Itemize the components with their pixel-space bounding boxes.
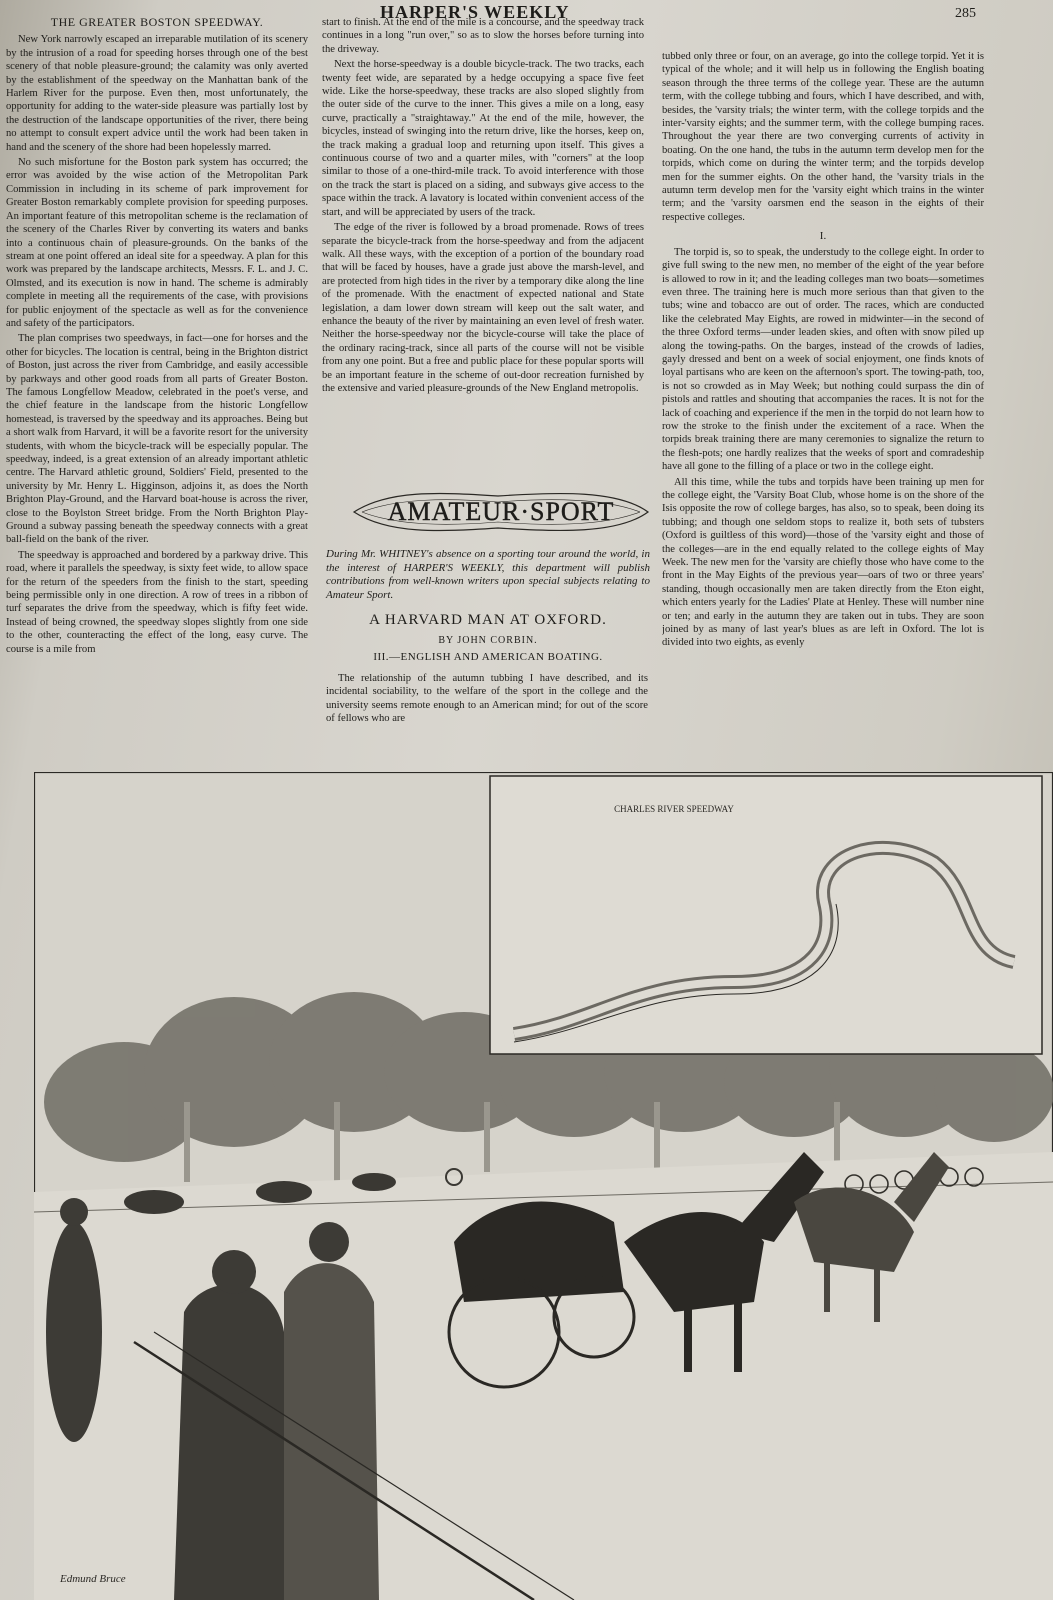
inset-map [490, 776, 1042, 1054]
paragraph: Next the horse-speedway is a double bicycle-track. The two tracks, each twenty feet wide, are separated by a hedge occupying a space five feet wide. Like the horse-speedway, these tracks are also sloped slightly from the outer side of the curve to the inner. This gives a mile on a long, easy curve, practically a "straightaway." At the end of the mile, however, the bicycles, instead of swinging into the return drive, like the horses, keep on, the track making a gradual loop and returning upon itself. This gives a continuous course of two and a quarter miles, with "corners" at the loop similar to those of a one-third-mile track. To avoid interference with those on the track the start is placed on a siding, and subways give access to the space within the track. A lavatory is located within convenient access of the start, and will be appreciated by users of the track. [322, 59, 644, 218]
paragraph: The speedway is approached and bordered by a parkway drive. This road, where it parallels the speedway, is sixty feet wide, to allow space for the return of the speeders from the finish to the start, speeding being permissible only in one direction. A row of trees in a ribbon of turf separates the drive from the speedway, which is fifty feet wide. Instead of being crowned, the speedway slopes slightly from one side to the other, counteracting the effect of the long, easy curve. The course is a mile from [6, 549, 308, 655]
byline: BY JOHN CORBIN. [438, 635, 538, 646]
paragraph: The edge of the river is followed by a broad promenade. Rows of trees separate the bicycle-track from the horse-speedway and from the adjacent walk. All these ways, with the exception of a portion of the boundary road that will be faced by houses, have a grade just above the marsh-level, and are protected from high tides in the river by a temporary dike along the line of the promenade. With the enactment of expected national and State legislation, a dam lower down stream will keep out the salt water, and enhance the beauty of the river by maintaining an even level of fresh water. Neither the horse-speedway nor the bicycle-course will take the place of the ordinary racing-track, since all parts of the course will not be visible from any one point. But a free and public place for these popular sports will be an important feature in the scheme of out-door recreation furnished by the extensive and varied pleasure-grounds of the New England metropolis. [322, 222, 644, 394]
paragraph: The plan comprises two speedways, in fact—one for horses and the other for bicycles. The location is central, being in the Brighton district of Boston, just across the river from Cambridge, and easily accessible by parkways and other good roads from all parts of Greater Boston. The famous Longfellow Meadow, celebrated in the poet's verse, and the chief feature in the landscape from the historic Longfellow homestead, is traversed by the speedway and its approaches. Being but a short walk from Harvard, it will be a favorite resort for the university students, with whom the bicycle-track will be especially popular. The speedway, indeed, is a great extension of an already important athletic centre. The Harvard athletic ground, Soldiers' Field, presented to the university by Mr. Henry L. Higginson, adjoins it, as does the North Brighton Play-Ground, and the Harvard boat-house is across the river, close to the Boylston Street bridge. From the North Brighton Play-Ground a subway passing beneath the speedway connects with a great ball-field on the bank of the river. [6, 333, 308, 546]
masthead-title: HARPER'S WEEKLY [380, 2, 570, 22]
paragraph: All this time, while the tubs and torpids have been training up men for the college eight, the 'Varsity Boat Club, whose home is on the shore of the Isis opposite the row of college barges, has also, so to speak, been doing its tubbing; and though one seldom stops to realize it, both sets of tubsters (Oxford is guiltless of this word)—those of the 'varsity eight and those of the colleges—are in the end equally related to the college eights of May Week. The new men for the 'varsity are chiefly those who have come to the front in the May Eights of the previous year—oars of two or three years' standing, though occasionally men are taken directly from the Eton eight, which enters yearly for the Ladies' Plate at Henley. These will number nine or ten; and early in the autumn they are taken out in tubs. They are soon joined by as many of last year's blues as are left in Oxford. The lot is divided into two eights, as evenly [662, 476, 984, 649]
paragraph: start to finish. At the end of the mile is a concourse, and the speedway track continues in a long "run over," so as to slow the horses before turning into the driveway. [322, 17, 644, 55]
article-title-speedway: THE GREATER BOSTON SPEEDWAY. [50, 16, 264, 29]
paragraph: The relationship of the autumn tubbing I have described, and its incidental sociability, to the welfare of the sport in the college and the university seems remote enough to an American mind; for out of the score of fellows who are [326, 673, 648, 725]
article-title-oxford: A HARVARD MAN AT OXFORD. [369, 612, 607, 628]
speedway-illustration [34, 772, 1053, 1600]
paragraph: tubbed only three or four, on an average, go into the college torpid. Yet it is typical of the whole; and it will help us in following the English boating season through the three terms of the college year. These are the autumn term, with the college tubbing and fours, which I have described, and with, besides, the 'varsity trials; the winter term, with the college torpids and the inter-'varsity eights; and the summer term, with the college bumping races. Throughout the year there are two converging currents of activity in boating. On the one hand, the tubs in the autumn term develop men for the torpids, which come on during the winter term; and the torpids develop men for the summer eights. On the other hand, the 'varsity trials in the autumn term develop men for the 'varsity eight which trains in the winter term; and the 'varsity oarsmen end the season in the eights of their respective colleges. [662, 51, 984, 223]
article-subtitle: III.—ENGLISH AND AMERICAN BOATING. [373, 651, 603, 663]
amateur-sport-banner [348, 486, 654, 538]
map-title: CHARLES RIVER SPEEDWAY [614, 804, 734, 814]
column-speedway-article [6, 16, 308, 831]
column-speedway-continued [322, 16, 644, 471]
banner-text: AMATEUR·SPORT [387, 497, 615, 526]
section-numeral: I. [819, 230, 827, 243]
artist-signature: Edmund Bruce [60, 1573, 126, 1585]
paragraph: The torpid is, so to speak, the understudy to the college eight. In order to give full swing to the new men, no member of the eight of the year before is allowed to row in it; and the leading colleges man two boats—sometimes even three. The training here is much more serious than that given to the tubs; wine and tobacco are out of order. The races, which are conducted like the celebrated May Eights, are rowed in midwinter—in the second of the three Oxford terms—under leaden skies, and often with snow piled up along the towing-paths. On the barges, instead of the crowds of ladies, gayly dressed and bent on a week of social enjoyment, one finds knots of loyal partisans who are keen on the afternoon's sport. The towing-path, too, is not so crowded as in May Week; but nothing could surpass the din of pistols and rattles and shouting that accompanies the races. It is not for the lack of coaching and experience if the men in the torpid do not learn how to row the stroke to the finish under the excitement of a race. When the torpids break training there are many ceremonies to signalize the return to the flesh-pots; one hardly realizes that the weeks of sport and comradeship have all gone to the filling of a place or two in the college eight. [662, 246, 984, 473]
department-intro: During Mr. WHITNEY's absence on a sporting tour around the world, in the interest of HARPER'S WEEKLY, this department will publish contributions from well-known writers upon special subjects relating to Amateur Sport. [326, 548, 650, 601]
paragraph: No such misfortune for the Boston park system has occurred; the error was avoided by the wise action of the Metropolitan Park Commission in including in its scheme of park improvement for Greater Boston remarkably complete provision for speeding purposes. An important feature of this metropolitan scheme is the reclamation of the scenery of the Charles River by converting its waters and banks into a continuous chain of pleasure-grounds. On the banks of the stream at one point offered an ideal site for a speedway. A plan for this work was prepared by the landscape architects, Messrs. F. L. and J. C. Olmsted, and its execution is now in hand. The scheme is admirably complete in meeting all the requirements of the case, with provisions for public enjoyment of the spectacle as well as for the convenience and safety of the participators. [6, 157, 308, 329]
column-oxford-article [662, 50, 984, 820]
paragraph: New York narrowly escaped an irreparable mutilation of its scenery by the intrusion of a road for speeding horses through one of the best scenery of that noble pleasure-ground; the calamity was only averted by the establishment of the speedway on the Manhattan bank of the Harlem River for the purpose. Even then, most unfortunately, the opportunity for adding to the water-side pleasure was partially lost by the destruction of the landscape opportunities of the river, there being no attempt to consult expert advice until the work had been taken in hand and the scenery of the shore had been hopelessly marred. [6, 34, 308, 153]
page-number: 285 [955, 6, 976, 21]
